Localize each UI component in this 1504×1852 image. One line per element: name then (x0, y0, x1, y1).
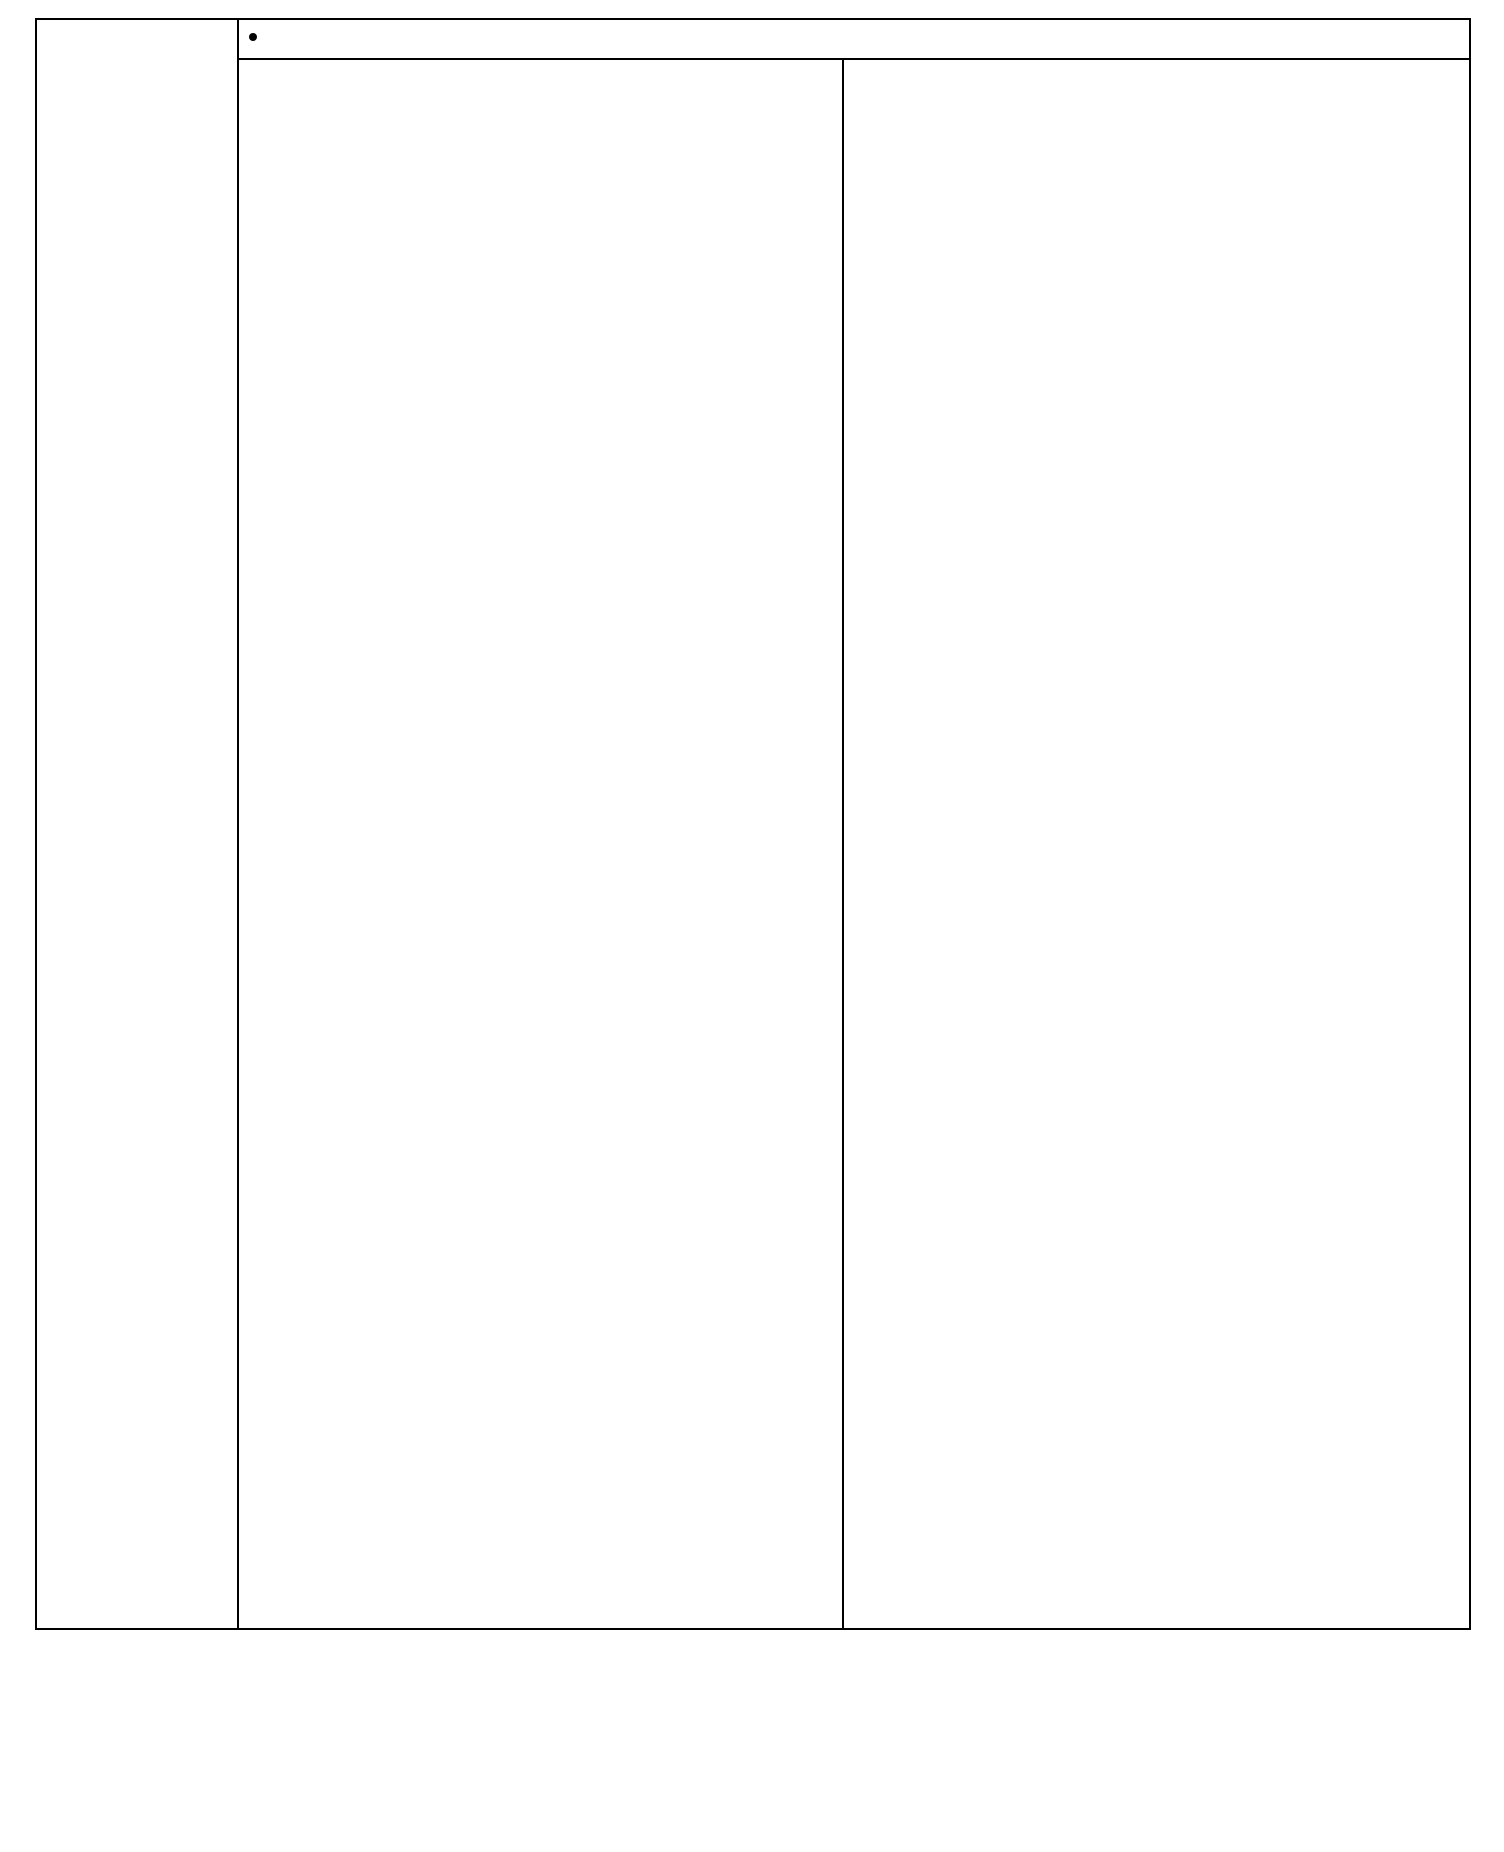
table-header (239, 20, 1469, 60)
column-divider (842, 60, 844, 1628)
specification-table (35, 18, 1471, 1630)
bullet-icon (249, 33, 257, 41)
category-cell (37, 20, 239, 1628)
details-column (239, 20, 1469, 1628)
